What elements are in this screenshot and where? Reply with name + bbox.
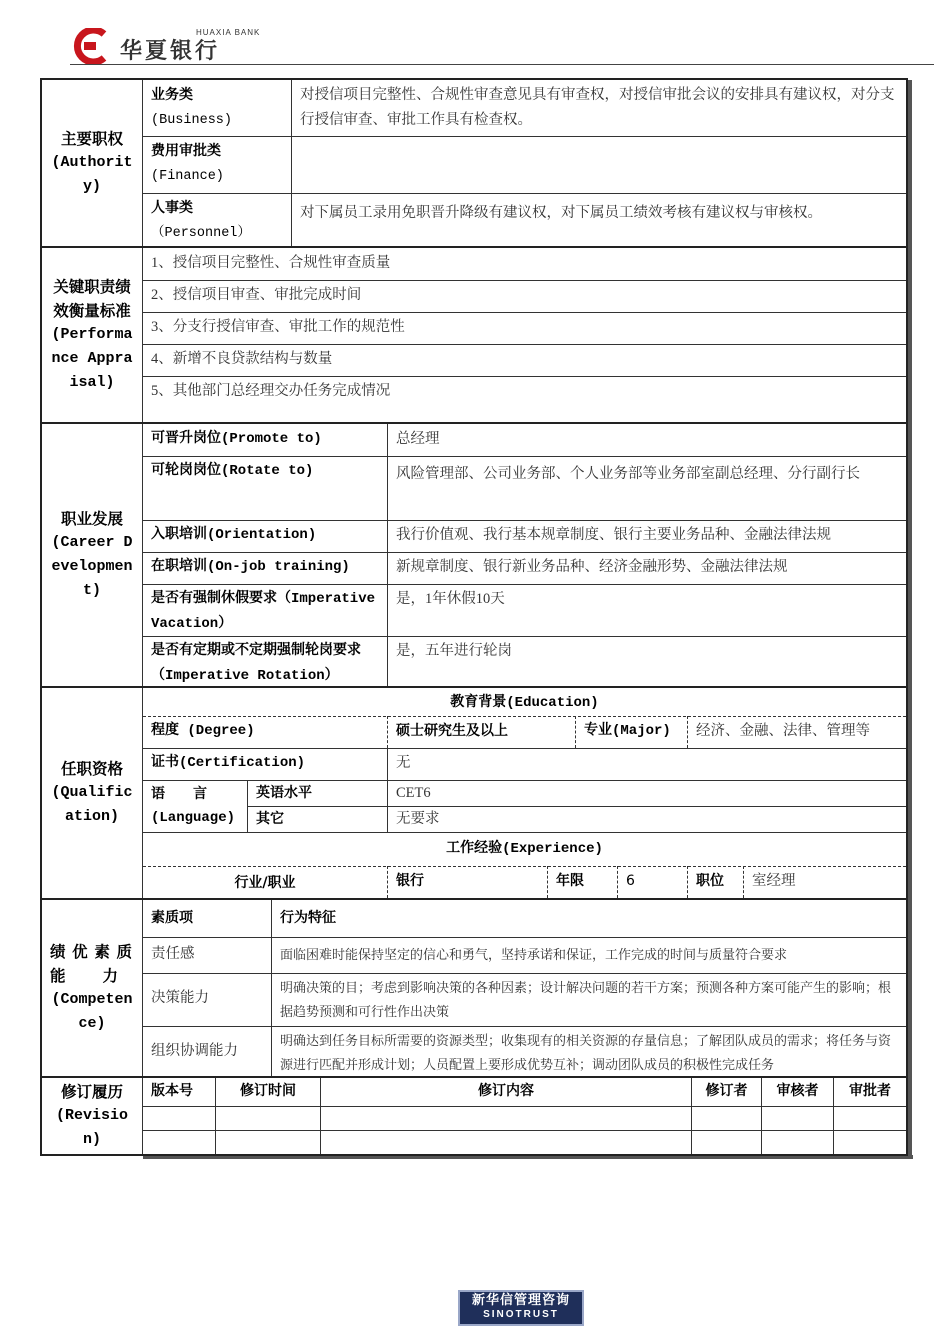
career-row: 入职培训(Orientation) 我行价值观、我行基本规章制度、银行主要业务品种、金融法律法规 [143, 520, 906, 553]
authority-name-en: (Finance) [151, 169, 224, 184]
section-label-revision: 修订履历 (Revision) [42, 1078, 143, 1154]
authority-name-en: （Personnel） [151, 226, 251, 241]
section-competence [40, 898, 908, 1078]
sinotrust-logo [458, 1290, 584, 1326]
huaxia-logo-icon [70, 28, 112, 64]
revision-row [143, 1130, 906, 1154]
section-label-qualification: 任职资格 (Qualification) [42, 688, 143, 898]
performance-item: 2、授信项目审查、审批完成时间 [143, 280, 906, 313]
education-title-row: 教育背景(Education) [143, 688, 906, 717]
career-row: 可轮岗岗位(Rotate to) 风险管理部、公司业务部、个人业务部等业务部室副总经理、分行副行长 [143, 456, 906, 521]
section-career [40, 422, 908, 688]
section-label-competence: 绩优素质能 力 (Competence) [42, 900, 143, 1076]
degree-row: 程度 (Degree) 硕士研究生及以上 专业(Major) 经济、金融、法律、管理等 [143, 716, 906, 749]
authority-name-en: (Business) [151, 113, 233, 128]
authority-content: 对下属员工录用免职晋升降级有建议权，对下属员工绩效考核有建议权与审核权。 [291, 193, 906, 248]
brand-name-cn: 华夏银行 [120, 39, 221, 64]
section-authority [40, 78, 908, 248]
career-row: 可晋升岗位(Promote to) 总经理 [143, 424, 906, 457]
revision-row [143, 1106, 906, 1131]
authority-row-finance [143, 136, 906, 194]
authority-content [291, 136, 906, 193]
section-label-authority: 主要职权 (Authority) [42, 80, 143, 246]
career-row: 在职培训(On-job training) 新规章制度、银行新业务品种、经济金融形势、金融法律法规 [143, 552, 906, 585]
revision-header-row: 版本号 修订时间 修订内容 修订者 审核者 审批者 [143, 1078, 906, 1107]
authority-content: 对授信项目完整性、合规性审查意见具有审查权，对授信审批会议的安排具有建议权，对分支行授信审查、审批工作具有检查权。 [291, 80, 906, 136]
competence-row: 责任感 面临困难时能保持坚定的信心和勇气，坚持承诺和保证，工作完成的时间与质量符合要求 [143, 937, 906, 974]
section-qualification [40, 686, 908, 900]
section-label-performance: 关键职责绩效衡量标准 (Performance Appraisal) [42, 248, 143, 422]
footer-brand-cn: 新华信管理咨询 [471, 1293, 570, 1308]
competence-row: 组织协调能力 明确达到任务目标所需要的资源类型；收集现有的相关资源的存量信息；了解团队成员的需求；将任务与资源进行匹配并形成计划；人员配置上要形成优势互补；调动团队成员的积极性完成任务 [143, 1026, 906, 1076]
footer-brand-en: SINOTRUST [483, 1309, 559, 1320]
performance-item: 1、授信项目完整性、合规性审查质量 [143, 248, 906, 281]
performance-item: 3、分支行授信审查、审批工作的规范性 [143, 312, 906, 345]
career-row: 是否有定期或不定期强制轮岗要求（Imperative Rotation） 是，五年进行轮岗 [143, 636, 906, 686]
header-divider [70, 64, 934, 65]
certification-row: 证书(Certification) 无 [143, 748, 906, 781]
section-revision [40, 1076, 908, 1156]
career-row: 是否有强制休假要求（Imperative Vacation） 是，1年休假10天 [143, 584, 906, 637]
authority-row-personnel [143, 193, 906, 248]
section-performance [40, 246, 908, 424]
authority-name: 业务类 [151, 87, 193, 103]
experience-title-row: 工作经验(Experience) [143, 832, 906, 867]
brand-name-en: HUAXIA BANK [196, 28, 261, 37]
section-label-career: 职业发展 (Career Development) [42, 424, 143, 686]
language-row: 语 言 (Language) 英语水平 其它 CET6 无要求 [143, 780, 906, 833]
authority-row-business [143, 80, 906, 137]
job-description-form [40, 78, 912, 1160]
competence-header-row: 素质项 行为特征 [143, 900, 906, 938]
authority-name: 人事类 [151, 200, 193, 216]
bank-logo [70, 24, 370, 68]
experience-row: 行业/职业 银行 年限 6 职位 室经理 [143, 866, 906, 898]
authority-name: 费用审批类 [151, 143, 221, 159]
competence-row: 决策能力 明确决策的目；考虑到影响决策的各种因素；设计解决问题的若干方案；预测各种方案可能产生的影响；根据趋势预测和可行性作出决策 [143, 973, 906, 1027]
performance-item: 5、其他部门总经理交办任务完成情况 [151, 383, 391, 399]
performance-item: 4、新增不良贷款结构与数量 [143, 344, 906, 377]
